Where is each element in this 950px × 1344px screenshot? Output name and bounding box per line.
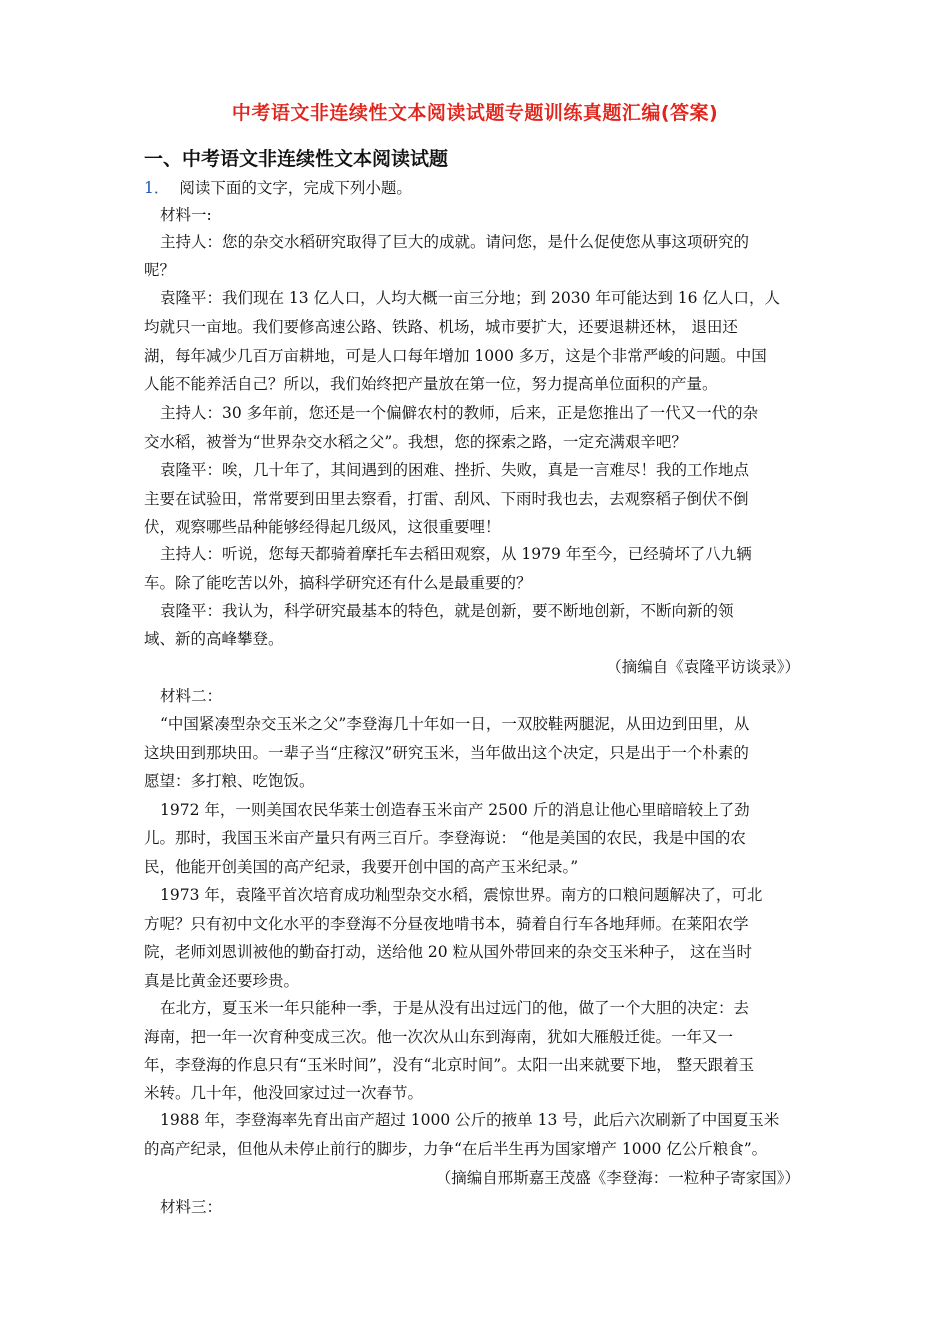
text-line: 均就只一亩地。我们要修高速公路、铁路、机场，城市要扩大，还要退耕还林， 退田还 <box>144 318 738 336</box>
text-line: 儿。那时，我国玉米亩产量只有两三百斤。李登海说： “他是美国的农民，我是中国的农 <box>144 829 746 847</box>
text-line: 真是比黄金还要珍贵。 <box>144 972 300 990</box>
text-line: 愿望：多打粮、吃饱饭。 <box>144 772 315 790</box>
question-text: 阅读下面的文字，完成下列小题。 <box>179 179 412 197</box>
text-line: 方呢？只有初中文化水平的李登海不分昼夜地啃书本，骑着自行车各地拜师。在莱阳农学 <box>144 915 749 933</box>
text-line: 交水稻，被誉为“世界杂交水稻之父”。我想，您的探索之路，一定充满艰辛吧？ <box>144 433 687 451</box>
text-line: 车。除了能吃苦以外，搞科学研究还有什么是最重要的？ <box>144 574 532 592</box>
source-citation: （摘编自邢斯嘉王茂盛《李登海：一粒种子寄家国》） <box>435 1169 800 1187</box>
text-line: 海南，把一年一次育种变成三次。他一次次从山东到海南，犹如大雁般迁徙。一年又一 <box>144 1028 734 1046</box>
text-line: 袁隆平：我们现在 13 亿人口，人均大概一亩三分地；到 2030 年可能达到 16 亿人口，人 <box>160 289 780 307</box>
text-line: 1973 年，袁隆平首次培育成功籼型杂交水稻，震惊世界。南方的口粮问题解决了，可北 <box>160 886 763 904</box>
text-line: “中国紧凑型杂交玉米之父”李登海几十年如一日，一双胶鞋两腿泥，从田边到田里，从 <box>160 715 750 733</box>
text-line: 米转。几十年，他没回家过过一次春节。 <box>144 1084 424 1102</box>
text-line: 1972 年，一则美国农民华莱士创造春玉米亩产 2500 斤的消息让他心里暗暗较上了劲 <box>160 801 750 819</box>
material-label: 材料三： <box>160 1198 223 1216</box>
material-label: 材料二： <box>160 687 223 705</box>
text-line: 主要在试验田，常常要到田里去察看，打雷、刮风、下雨时我也去，去观察稻子倒伏不倒 <box>144 490 749 508</box>
text-line: 袁隆平：我认为，科学研究最基本的特色，就是创新，要不断地创新，不断向新的领 <box>160 602 734 620</box>
text-line: 人能不能养活自己？所以，我们始终把产量放在第一位，努力提高单位面积的产量。 <box>144 375 718 393</box>
text-line: 域、新的高峰攀登。 <box>144 630 284 648</box>
material-label: 材料一: <box>160 206 212 224</box>
text-line: 伏，观察哪些品种能够经得起几级风，这很重要哩！ <box>144 518 501 536</box>
document-title: 中考语文非连续性文本阅读试题专题训练真题汇编(答案) <box>231 102 719 124</box>
text-line: 主持人：您的杂交水稻研究取得了巨大的成就。请问您，是什么促使您从事这项研究的 <box>160 233 750 251</box>
source-citation: （摘编自《袁隆平访谈录》） <box>606 658 800 676</box>
text-line: 袁隆平：唉，几十年了，其间遇到的困难、挫折、失败，真是一言难尽！我的工作地点 <box>160 461 750 479</box>
text-line: 主持人：听说，您每天都骑着摩托车去稻田观察，从 1979 年至今，已经骑坏了八九辆 <box>160 545 752 563</box>
text-line: 呢？ <box>144 261 176 279</box>
text-line: 这块田到那块田。一辈子当“庄稼汉”研究玉米，当年做出这个决定，只是出于一个朴素的 <box>144 744 749 762</box>
section-heading: 一、中考语文非连续性文本阅读试题 <box>144 148 449 170</box>
text-line: 湖，每年减少几百万亩耕地，可是人口每年增加 1000 多万，这是个非常严峻的问题。中国 <box>144 347 767 365</box>
text-line: 院，老师刘恩训被他的勤奋打动，送给他 20 粒从国外带回来的杂交玉米种子， 这在当时 <box>144 943 753 961</box>
text-line: 年，李登海的作息只有“玉米时间”，没有“北京时间”。太阳一出来就要下地， 整天跟着玉 <box>144 1056 755 1074</box>
question-number: 1． <box>144 179 170 197</box>
text-line: 主持人：30 多年前，您还是一个偏僻农村的教师，后来，正是您推出了一代又一代的杂 <box>160 404 759 422</box>
text-line: 在北方，夏玉米一年只能种一季，于是从没有出过远门的他，做了一个大胆的决定：去 <box>160 999 750 1017</box>
text-line: 民，他能开创美国的高产纪录，我要开创中国的高产玉米纪录。” <box>144 858 579 876</box>
text-line: 的高产纪录，但他从未停止前行的脚步，力争“在后半生再为国家增产 1000 亿公斤粮食”。 <box>144 1140 768 1158</box>
text-line: 1988 年，李登海率先育出亩产超过 1000 公斤的掖单 13 号，此后六次刷新了中国夏玉米 <box>160 1111 780 1129</box>
question-prompt <box>144 176 412 198</box>
